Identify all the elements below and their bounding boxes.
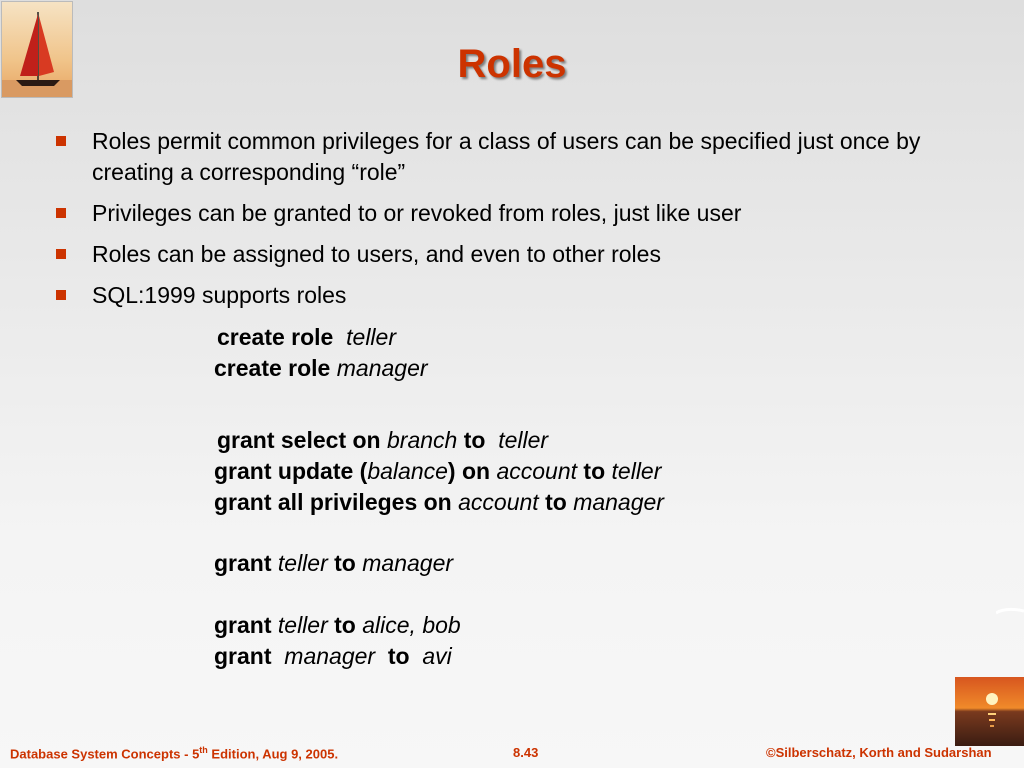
- code-keyword: grant update (: [214, 458, 368, 484]
- code-keyword: to: [583, 458, 606, 484]
- code-identifier: account: [458, 489, 539, 515]
- code-identifier: teller: [611, 458, 662, 484]
- code-identifier: avi: [422, 643, 452, 669]
- bullet-text: SQL:1999 supports roles: [92, 282, 347, 308]
- bullet-text: Roles permit common privileges for a class of users can be specified just once by creating a corresponding “role”: [92, 128, 921, 185]
- bullet-item: [56, 239, 956, 270]
- code-line-create-teller: [217, 322, 396, 353]
- code-line-create-manager: [214, 353, 428, 384]
- footer-copyright: ©Silberschatz, Korth and Sudarshan: [766, 745, 992, 760]
- code-line-grant-select: [217, 425, 548, 456]
- code-keyword: to: [334, 612, 356, 638]
- code-identifier: teller: [277, 550, 328, 576]
- code-keyword: create role: [214, 355, 331, 381]
- code-keyword: to: [387, 643, 410, 669]
- footer-text: Edition, Aug 9, 2005.: [207, 746, 339, 762]
- code-keyword: grant: [214, 550, 272, 576]
- code-identifier: manager: [336, 355, 428, 381]
- code-identifier: account: [496, 458, 578, 484]
- code-keyword: grant: [214, 643, 272, 669]
- code-keyword: to: [463, 427, 486, 453]
- code-identifier: alice, bob: [362, 612, 461, 638]
- code-keyword: ) on: [447, 458, 491, 484]
- square-bullet-icon: [56, 249, 66, 259]
- footer-slide-number: 8.43: [513, 745, 539, 760]
- bullet-text: Privileges can be granted to or revoked from roles, just like user: [92, 200, 742, 226]
- code-line-grant-update: [214, 456, 661, 487]
- code-keyword: to: [545, 489, 567, 515]
- code-identifier: teller: [277, 612, 328, 638]
- wave-decoration-icon: [996, 604, 1024, 616]
- bullet-item: [56, 280, 956, 311]
- footer-superscript: th: [199, 745, 208, 755]
- square-bullet-icon: [56, 208, 66, 218]
- code-keyword: grant select on: [217, 427, 381, 453]
- code-keyword: grant all privileges on: [214, 489, 452, 515]
- square-bullet-icon: [56, 290, 66, 300]
- code-line-grant-teller-users: [214, 610, 461, 641]
- code-identifier: manager: [284, 643, 376, 669]
- slide-title: Roles: [457, 42, 567, 86]
- code-identifier: teller: [498, 427, 549, 453]
- code-keyword: create role: [217, 324, 334, 350]
- code-line-grant-all: [214, 487, 664, 518]
- square-bullet-icon: [56, 136, 66, 146]
- code-line-grant-manager-avi: [214, 641, 452, 672]
- footer-text: Database System Concepts - 5: [10, 746, 200, 762]
- bullet-list: [56, 126, 956, 321]
- code-identifier: manager: [573, 489, 664, 515]
- code-keyword: to: [334, 550, 356, 576]
- code-keyword: grant: [214, 612, 272, 638]
- bullet-item: [56, 198, 956, 229]
- code-identifier: teller: [346, 324, 396, 350]
- code-identifier: manager: [362, 550, 454, 576]
- code-identifier: branch: [387, 427, 458, 453]
- footer-book-title: [10, 745, 338, 761]
- code-line-grant-teller-manager: [214, 548, 453, 579]
- bullet-text: Roles can be assigned to users, and even to other roles: [92, 241, 661, 267]
- code-identifier: balance: [367, 458, 448, 484]
- bullet-item: [56, 126, 956, 188]
- sunset-icon: [955, 677, 1024, 746]
